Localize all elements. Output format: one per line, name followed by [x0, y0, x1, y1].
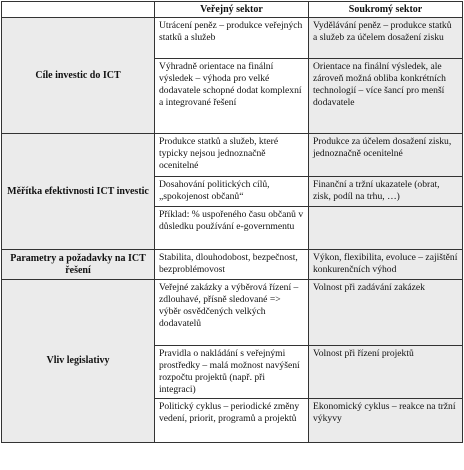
table-row — [2, 18, 463, 59]
public-cell: Stabilita, dlouhodobost, bezpečnost, bezproblémovost — [155, 250, 309, 280]
header-row — [2, 2, 463, 18]
table-row — [2, 134, 463, 177]
private-cell: Orientace na finální výsledek, ale zároveň možná obliba konkrétních technologií – více šancí pro menší dodavatele — [309, 59, 463, 134]
private-cell: Produkce za účelem dosažení zisku, jednoznačně ocenitelné — [309, 134, 463, 177]
category-cell: Vliv legislativy — [2, 280, 155, 443]
private-cell — [309, 207, 463, 250]
private-cell: Finanční a tržní ukazatele (obrat, zisk, podíl na trhu, …) — [309, 177, 463, 207]
private-cell: Volnost při zadávání zakázek — [309, 280, 463, 346]
document-page — [0, 1, 464, 470]
table-row — [2, 250, 463, 280]
private-cell: Ekonomický cyklus – reakce na tržní výkyvy — [309, 399, 463, 443]
public-cell: Produkce statků a služeb, které typicky nejsou jednoznačně ocenitelné — [155, 134, 309, 177]
header-public-sector: Veřejný sektor — [155, 2, 309, 18]
category-cell: Parametry a požadavky na ICT řešení — [2, 250, 155, 280]
private-cell: Výkon, flexibilita, evoluce – zajištění konkurenčních výhod — [309, 250, 463, 280]
comparison-table — [1, 1, 463, 443]
public-cell: Veřejné zakázky a výběrová řízení – zdlouhavé, přísně sledované => výběr osvědčených velkých dodavatelů — [155, 280, 309, 346]
public-cell: Politický cyklus – periodické změny vedení, priorit, programů a projektů — [155, 399, 309, 443]
public-cell: Dosahování politických cílů, „spokojenost občanů“ — [155, 177, 309, 207]
category-cell: Měřítka efektivnosti ICT investic — [2, 134, 155, 250]
public-cell: Výhradně orientace na finální výsledek – výhoda pro velké dodavatele schopné dodat komplexní a integrované řešení — [155, 59, 309, 134]
corner-cell — [2, 2, 155, 18]
public-cell: Pravidla o nakládání s veřejnými prostředky – malá možnost navýšení rozpočtu projektů (např. při integraci) — [155, 346, 309, 399]
category-cell: Cíle investic do ICT — [2, 18, 155, 134]
private-cell: Volnost při řízení projektů — [309, 346, 463, 399]
public-cell: Utrácení peněz – produkce veřejných statků a služeb — [155, 18, 309, 59]
private-cell: Vydělávání peněz – produkce statků a služeb za účelem dosažení zisku — [309, 18, 463, 59]
public-cell: Příklad: % uspořeného času občanů v důsledku používání e-governmentu — [155, 207, 309, 250]
table-row — [2, 280, 463, 346]
header-private-sector: Soukromý sektor — [309, 2, 463, 18]
